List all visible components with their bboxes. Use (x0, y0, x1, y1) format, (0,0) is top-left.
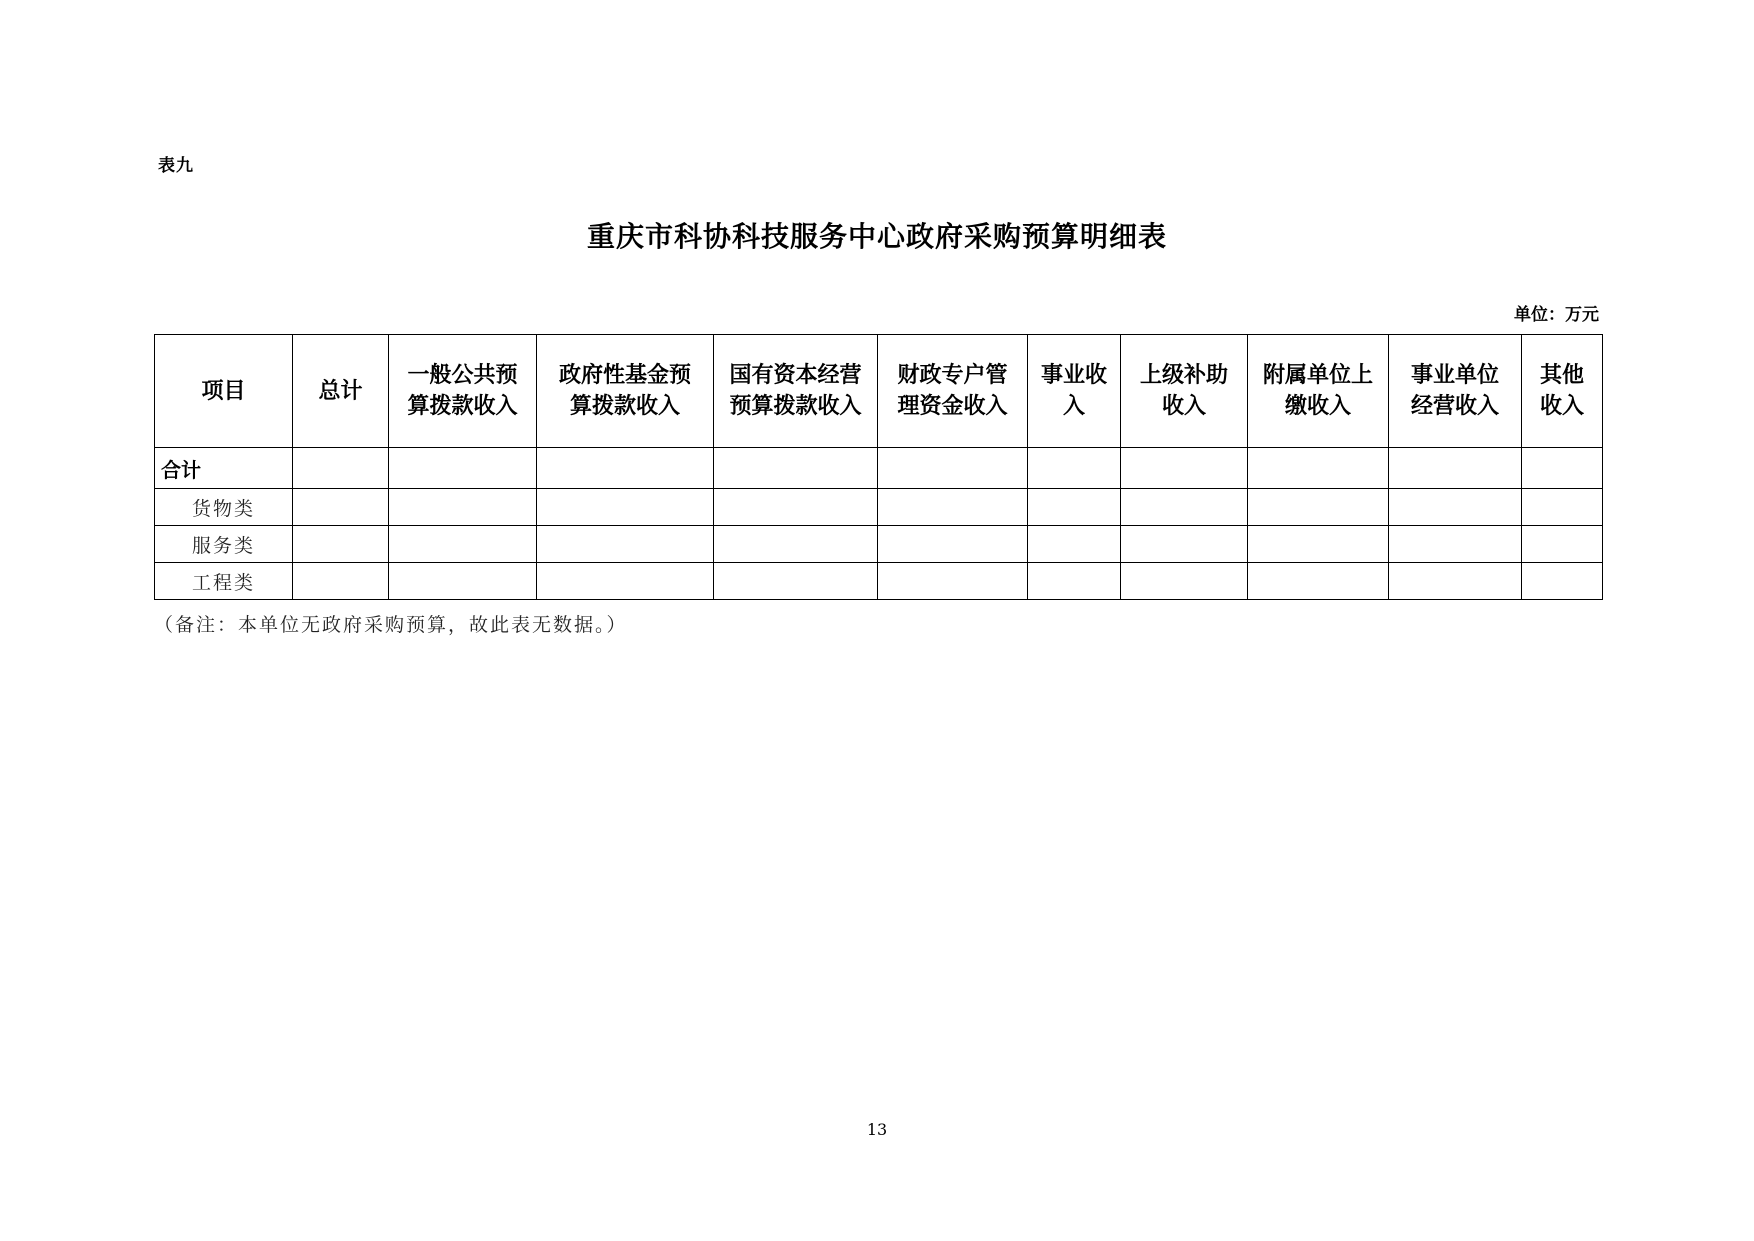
table-remark: （备注：本单位无政府采购预算，故此表无数据。） (154, 614, 628, 636)
column-header-government-fund-budget: 政府性基金预 算拨款收入 (537, 335, 714, 448)
page-number: 13 (866, 1120, 888, 1139)
table-cell (389, 489, 537, 526)
table-cell (714, 563, 878, 600)
table-cell (1248, 526, 1389, 563)
table-cell (1121, 526, 1248, 563)
table-cell (1248, 448, 1389, 489)
table-cell (293, 489, 389, 526)
table-cell (878, 526, 1028, 563)
table-row-services (155, 526, 1603, 563)
table-cell (1522, 489, 1603, 526)
table-cell (1121, 563, 1248, 600)
table-row-goods (155, 489, 1603, 526)
table-cell (1522, 526, 1603, 563)
document-title: 重庆市科协科技服务中心政府采购预算明细表 (586, 220, 1167, 253)
table-cell (537, 526, 714, 563)
table-cell (714, 448, 878, 489)
table-cell (1522, 448, 1603, 489)
table-cell (1522, 563, 1603, 600)
table-cell (389, 526, 537, 563)
unit-note: 单位：万元 (1514, 305, 1599, 325)
table-cell (537, 563, 714, 600)
table-row-construction (155, 563, 1603, 600)
row-label: 服务类 (155, 526, 293, 563)
table-cell (1028, 563, 1121, 600)
column-header-other-income: 其他 收入 (1522, 335, 1603, 448)
column-header-item: 项目 (155, 335, 293, 448)
table-cell (1028, 526, 1121, 563)
table-row-total (155, 448, 1603, 489)
column-header-state-capital-budget: 国有资本经营 预算拨款收入 (714, 335, 878, 448)
table-cell (1389, 526, 1522, 563)
table-cell (714, 526, 878, 563)
table-cell (537, 489, 714, 526)
row-label: 货物类 (155, 489, 293, 526)
procurement-budget-table (154, 334, 1603, 600)
table-cell (878, 563, 1028, 600)
table-cell (293, 526, 389, 563)
column-header-superior-subsidy: 上级补助 收入 (1121, 335, 1248, 448)
column-header-fiscal-special-account: 财政专户管 理资金收入 (878, 335, 1028, 448)
table-cell (1389, 489, 1522, 526)
table-cell (1248, 489, 1389, 526)
table-cell (389, 448, 537, 489)
column-header-general-public-budget: 一般公共预 算拨款收入 (389, 335, 537, 448)
table-cell (537, 448, 714, 489)
table-cell (1121, 448, 1248, 489)
column-header-business-income: 事业收 入 (1028, 335, 1121, 448)
row-label: 合计 (155, 448, 293, 489)
table-cell (1028, 448, 1121, 489)
table-cell (1389, 563, 1522, 600)
table-cell (1248, 563, 1389, 600)
table-cell (1121, 489, 1248, 526)
column-header-operating-income: 事业单位 经营收入 (1389, 335, 1522, 448)
table-cell (1028, 489, 1121, 526)
table-cell (878, 489, 1028, 526)
table-cell (389, 563, 537, 600)
column-header-total: 总计 (293, 335, 389, 448)
table-cell (1389, 448, 1522, 489)
table-cell (293, 563, 389, 600)
table-label: 表九 (158, 156, 194, 176)
table-cell (878, 448, 1028, 489)
table-cell (714, 489, 878, 526)
table-cell (293, 448, 389, 489)
column-header-affiliated-units-payment: 附属单位上 缴收入 (1248, 335, 1389, 448)
table-header-row (155, 335, 1603, 448)
row-label: 工程类 (155, 563, 293, 600)
